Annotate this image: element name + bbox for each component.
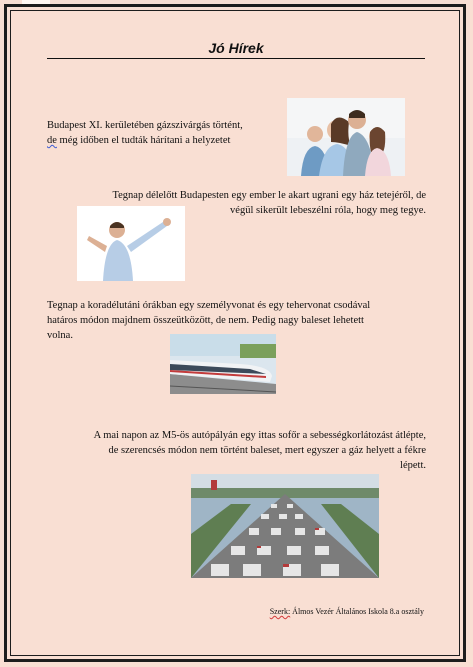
article-1-spellcheck-word: de [47,135,57,146]
article-3-line-2: határos módon majdnem összeütközött, de nem. Pedig nagy baleset lehetett [47,315,364,326]
article-4-text[interactable] [50,428,426,473]
article-1-line-2-rest: még időben el tudták hárítani a helyzetet [56,135,231,146]
article-4-line-1: A mai napon az M5-ös autópályán egy ittas sofőr a sebességkorlátozást átlépte, [93,430,426,441]
article-4-line-2: de szerencsés módon nem történt baleset, mert egyszer a gáz helyett a fékre [108,445,426,456]
article-1-line-1: Budapest XI. kerületében gázszivárgás történt, [47,120,243,131]
document-footer[interactable] [200,607,424,616]
happy-man-photo[interactable] [77,206,185,281]
article-1-line-2 [47,133,287,148]
article-4-line-3: lépett. [400,460,426,471]
train-photo[interactable] [170,334,276,394]
article-2-line-1: Tegnap délelőtt Budapesten egy ember le akart ugrani egy ház tetejéről, de [112,190,426,201]
title-underline [47,58,425,59]
highway-traffic-photo[interactable] [191,474,379,578]
footer-school-name: Álmos Vezér Általános Iskola 8.a osztály [290,607,424,616]
article-1-text[interactable] [47,118,287,148]
article-3-line-3: volna. [47,330,73,341]
article-2-line-2: végül sikerült lebeszélni róla, hogy meg tegye. [230,205,426,216]
family-photo[interactable] [287,98,405,176]
article-3-line-1: Tegnap a koradélutáni órákban egy személyvonat és egy tehervonat csodával [47,300,371,311]
footer-editor-label: Szerk: [269,607,291,616]
document-title[interactable]: Jó Hírek [208,40,264,56]
